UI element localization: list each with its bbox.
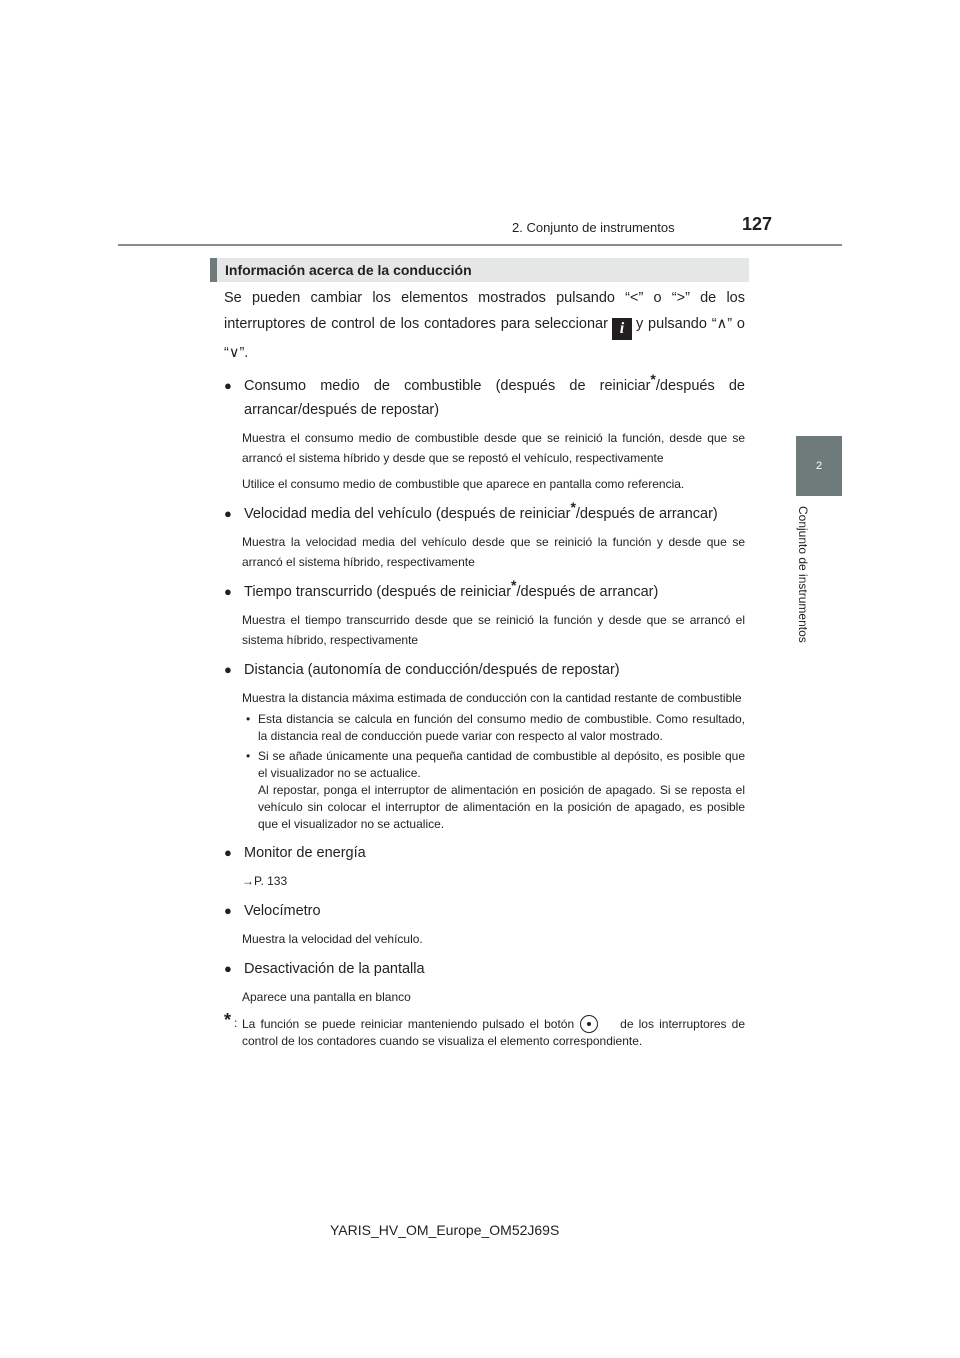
footer-document-code: YARIS_HV_OM_Europe_OM52J69S — [330, 1222, 560, 1238]
bullet-icon: ● — [224, 584, 232, 599]
asterisk: * — [511, 577, 517, 594]
item-average-speed — [224, 499, 745, 572]
bullet-icon: ● — [224, 961, 232, 976]
item-description: Muestra la distancia máxima estimada de conducción con la cantidad restante de combustible — [242, 691, 742, 705]
footnote-colon: : — [234, 1016, 238, 1030]
item-title-text: Desactivación de la pantalla — [244, 961, 425, 977]
item-title — [224, 499, 745, 526]
sub-item — [224, 711, 745, 745]
footnote-text: La función se puede reiniciar manteniendo pulsado el botón — [242, 1017, 575, 1031]
bullet-icon: ● — [224, 662, 232, 677]
item-description: Utilice el consumo medio de combustible que aparece en pantalla como referencia. — [242, 477, 685, 491]
item-title — [224, 957, 745, 981]
sub-bullet: • — [246, 712, 251, 726]
content — [224, 285, 745, 1050]
page-number: 127 — [742, 214, 773, 234]
item-description: Muestra la velocidad media del vehículo desde que se reinició la función y desde que se arrancó el sistema híbrido, respectivamente — [242, 535, 745, 569]
item-title-text: /después de arrancar) — [575, 506, 718, 522]
sub-item-text: Esta distancia se calcula en función del consumo medio de combustible. Como resultado, la distancia real de conducción puede variar con respecto al valor mostrado. — [258, 712, 745, 743]
item-title-text: Monitor de energía — [244, 845, 366, 861]
item-distance — [224, 658, 745, 833]
section-title: Información acerca de la conducción — [225, 262, 472, 278]
bullet-icon: ● — [224, 378, 232, 393]
item-display-off — [224, 957, 745, 1007]
item-description: Muestra la velocidad del vehículo. — [242, 932, 423, 946]
item-title — [224, 371, 745, 422]
header-section-title: 2. Conjunto de instrumentos — [512, 220, 675, 235]
intro-paragraph — [224, 285, 745, 366]
side-tab — [796, 436, 842, 496]
footnote-star: * — [224, 1010, 232, 1030]
item-title — [224, 658, 745, 682]
intro-text-1: Se pueden cambiar los elementos mostrados pulsando “<” o “>” de los interruptores de control de los contadores para seleccionar — [224, 290, 745, 332]
item-title-text: /después de arrancar/después de repostar) — [244, 378, 745, 418]
item-title — [224, 899, 745, 923]
side-tab-number: 2 — [815, 460, 823, 472]
item-description: Muestra el consumo medio de combustible desde que se reinició la función, desde que se arrancó el sistema híbrido y desde que se repostó el vehículo, respectivamente — [242, 431, 745, 465]
footnote — [224, 1010, 746, 1050]
bullet-icon: ● — [224, 506, 232, 521]
footnote-text: de los interruptores de control de los contadores cuando se visualiza el elemento correspondiente. — [242, 1017, 746, 1048]
item-description: Muestra el tiempo transcurrido desde que se reinició la función y desde que se arrancó el sistema híbrido, respectivamente — [242, 613, 745, 647]
sub-bullet: • — [246, 749, 251, 763]
header-rule — [118, 244, 842, 246]
section-marker — [210, 258, 217, 282]
bullet-icon: ● — [224, 903, 232, 918]
sub-item-text: Al repostar, ponga el interruptor de alimentación en posición de apagado. Si se reposta el vehículo sin colocar el interruptor de alimentación en la posición de apagado, es posible que el visualizador no se actualice. — [258, 783, 745, 831]
sub-item — [224, 748, 745, 833]
item-speedometer — [224, 899, 745, 949]
side-label-text: Conjunto de instrumentos — [796, 506, 810, 643]
center-button-icon — [580, 1015, 598, 1033]
info-icon: i — [612, 318, 632, 340]
intro-text-2: y pulsando “∧” o “∨”. — [224, 316, 745, 361]
item-title-text: /después de arrancar) — [516, 584, 659, 600]
item-title-text: Consumo medio de combustible (después de reiniciar — [244, 378, 651, 394]
item-elapsed-time — [224, 577, 745, 650]
item-title-text: Velocímetro — [244, 903, 321, 919]
item-energy-monitor — [224, 841, 745, 891]
item-title-text: Velocidad media del vehículo (después de reiniciar — [244, 506, 571, 522]
item-fuel-consumption — [224, 371, 745, 494]
page-reference: →P. 133 — [242, 874, 288, 888]
sub-item-text: Si se añade únicamente una pequeña cantidad de combustible al depósito, es posible que el visualizador no se actualice. — [258, 749, 745, 780]
section-header — [210, 258, 749, 282]
asterisk: * — [570, 499, 576, 516]
item-title-text: Tiempo transcurrido (después de reiniciar — [244, 584, 512, 600]
bullet-icon: ● — [224, 845, 232, 860]
item-title — [224, 577, 745, 604]
item-title — [224, 841, 745, 865]
item-title-text: Distancia (autonomía de conducción/después de repostar) — [244, 662, 620, 678]
side-label — [794, 506, 814, 651]
item-description: Aparece una pantalla en blanco — [242, 990, 411, 1004]
asterisk: * — [650, 371, 656, 388]
